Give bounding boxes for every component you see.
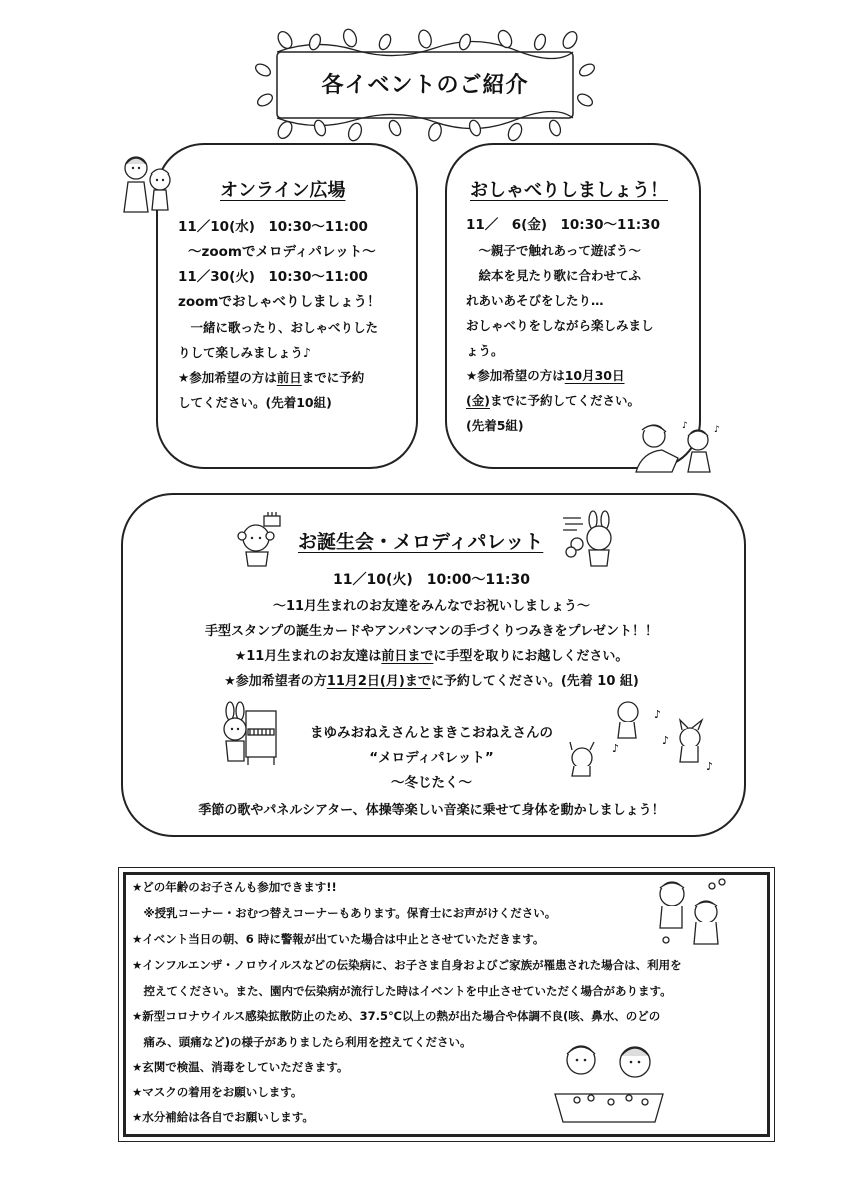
talk-heading: おしゃべりしましょう！ xyxy=(470,180,668,201)
online-details xyxy=(178,215,380,415)
handprint-suffix: に手型を取りにお越しください。 xyxy=(433,649,629,664)
talk-signup-prefix: ★参加希望の方は xyxy=(466,368,565,383)
parent-child-play-illustration xyxy=(632,418,724,474)
notice-line-7: 痛み、頭痛など)の様子がありましたら利用を控えてください。 xyxy=(132,1035,472,1049)
birthday-heading: お誕生会・メロディパレット xyxy=(298,531,544,553)
svg-text:♪: ♪ xyxy=(706,760,714,773)
melody-description: 季節の歌やパネルシアター、体操等楽しい音楽に乗せて身体を動かしましょう！ xyxy=(198,803,665,818)
svg-text:♪: ♪ xyxy=(662,734,670,747)
online-subtitle-1: ～zoomでメロディパレット～ xyxy=(188,244,376,260)
online-signup-emph: 前日 xyxy=(276,370,302,385)
online-signup-suffix: までに予約 xyxy=(301,370,365,385)
birthday-subtitle: ～11月生まれのお友達をみんなでお祝いしましょう～ xyxy=(272,599,591,614)
mother-child-illustration xyxy=(118,152,176,214)
talk-signup-day: (金) xyxy=(466,393,490,408)
talk-desc-1: 絵本を見たり歌に合わせてふ xyxy=(466,268,642,283)
notice-line-2: ※授乳コーナー・おむつ替えコーナーもあります。保育士にお声がけください。 xyxy=(132,906,557,920)
bday-signup-suffix: に予約してください。(先着 10 組) xyxy=(430,674,639,689)
svg-text:♪: ♪ xyxy=(654,708,662,721)
bday-signup-prefix: ★参加希望者の方 xyxy=(224,674,327,689)
monkey-cake-illustration xyxy=(234,512,286,568)
notice-line-1: ★どの年齢のお子さんも参加できます!! xyxy=(132,880,337,894)
notice-line-10: ★水分補給は各自でお願いします。 xyxy=(132,1110,314,1124)
online-signup-prefix: ★参加希望の方は xyxy=(178,370,277,385)
talk-signup-date: 10月30日 xyxy=(564,368,625,383)
talk-subtitle: ～親子で触れあって遊ぼう～ xyxy=(466,243,641,258)
melody-line-2: “メロディパレット” xyxy=(369,750,494,766)
svg-text:♪: ♪ xyxy=(682,421,688,431)
online-desc-2: りして楽しみましょう♪ xyxy=(178,345,311,360)
online-signup xyxy=(178,365,380,390)
birthday-date: 11／10(火) 10:00～11:30 xyxy=(333,572,530,588)
notice-line-8: ★玄関で検温、消毒をしていただきます。 xyxy=(132,1060,349,1074)
online-heading: オンライン広場 xyxy=(220,180,346,201)
online-date-2: 11／30(火) 10:30～11:00 xyxy=(178,269,368,285)
talk-signup xyxy=(466,363,660,388)
online-date-1: 11／10(水) 10:30～11:00 xyxy=(178,219,368,235)
svg-text:♪: ♪ xyxy=(714,425,720,435)
online-desc-1: 一緒に歌ったり、おしゃべりした xyxy=(178,320,379,335)
talk-desc-4: ょう。 xyxy=(466,343,504,358)
birthday-present: 手型スタンプの誕生カードやアンパンマンの手づくりつみきをプレゼント！！ xyxy=(204,624,659,639)
melody-line-1: まゆみおねえさんとまきこおねえさんの xyxy=(310,725,553,741)
notice-line-4: ★インフルエンザ・ノロウイルスなどの伝染病に、お子さま自身およびご家族が罹患された場合は、利用を xyxy=(132,958,682,972)
notice-line-5: 控えてください。また、園内で伝染病が流行した時はイベントを中止させていただく場合があります。 xyxy=(132,984,672,998)
birthday-signup xyxy=(121,670,742,689)
melody-line-3: ～冬じたく～ xyxy=(391,775,472,791)
birthday-handprint xyxy=(121,645,742,664)
talk-date: 11／ 6(金) 10:30～11:30 xyxy=(466,217,660,233)
handprint-prefix: ★11月生まれのお友達は xyxy=(234,649,382,664)
online-signup-line2: してください。(先着10組) xyxy=(178,395,332,410)
animals-dancing-illustration xyxy=(556,696,716,778)
page-title: 各イベントのご紹介 xyxy=(321,73,529,98)
children-coughing-illustration xyxy=(648,876,732,948)
bday-signup-emph: 11月2日(月)まで xyxy=(326,674,431,689)
notice-line-9: ★マスクの着用をお願いします。 xyxy=(132,1085,303,1099)
children-washing-hands-illustration xyxy=(551,1040,667,1124)
talk-signup-suffix: までに予約してください。 xyxy=(489,393,640,408)
talk-signup-line3: (先着5組) xyxy=(466,418,524,433)
talk-desc-2: れあいあそびをしたり… xyxy=(466,293,604,308)
notice-line-6: ★新型コロナウイルス感染拡散防止のため、37.5℃以上の熱が出た場合や体調不良(咳、鼻水、のどの xyxy=(132,1009,661,1023)
handprint-emph: 前日まで xyxy=(381,649,434,664)
talk-desc-3: おしゃべりをしながら楽しみまし xyxy=(466,318,654,333)
talk-details xyxy=(466,213,660,438)
online-subtitle-2: zoomでおしゃべりしましょう！ xyxy=(178,294,381,310)
notice-line-3: ★イベント当日の朝、6 時に警報が出ていた場合は中止とさせていただきます。 xyxy=(132,932,545,946)
talk-signup-line2 xyxy=(466,388,660,413)
rabbit-bouquet-illustration xyxy=(563,512,621,568)
svg-text:♪: ♪ xyxy=(612,742,620,755)
